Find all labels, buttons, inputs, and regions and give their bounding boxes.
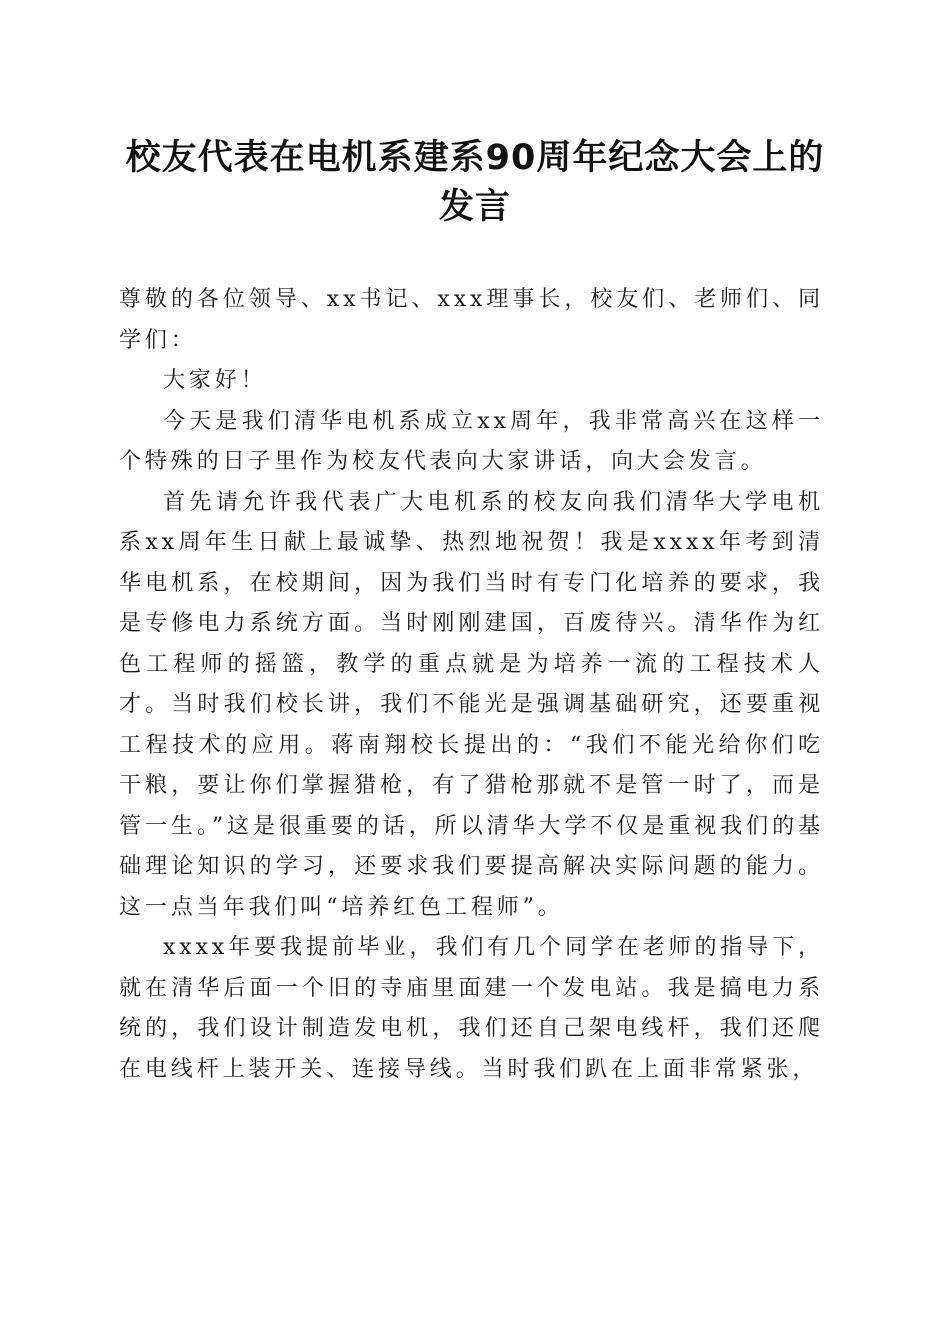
body-paragraph: 今天是我们清华电机系成立xx周年，我非常高兴在这样一个特殊的日子里作为校友代表向大家讲话，向大会发言。 xyxy=(119,408,824,474)
body-paragraph: xxxx年要我提前毕业，我们有几个同学在老师的指导下，就在清华后面一个旧的寺庙里面建一个发电站。我是搞电力系统的，我们设计制造发电机，我们还自己架电线杆，我们还爬在电线杆上装开关、连接导线。当时我们趴在上面非常紧张， xyxy=(119,935,824,1082)
document-title: 校友代表在电机系建系90周年纪念大会上的发言 xyxy=(125,138,825,227)
greeting-paragraph: 大家好！ xyxy=(163,368,267,393)
document-body xyxy=(119,280,824,1090)
body-paragraph: 首先请允许我代表广大电机系的校友向我们清华大学电机系xx周年生日献上最诚挚、热烈地祝贺！我是xxxx年考到清华电机系，在校期间，因为我们当时有专门化培养的要求，我是专修电力系统方面。当时刚刚建国，百废待兴。清华作为红色工程师的摇篮，教学的重点就是为培养一流的工程技术人才。当时我们校长讲，我们不能光是强调基础研究，还要重视工程技术的应用。蒋南翔校长提出的：“我们不能光给你们吃干粮，要让你们掌握猎枪，有了猎枪那就不是管一时了，而是管一生。”这是很重要的话，所以清华大学不仅是重视我们的基础理论知识的学习，还要求我们要提高解决实际问题的能力。这一点当年我们叫“培养红色工程师”。 xyxy=(119,489,824,920)
salutation-paragraph: 尊敬的各位领导、xx书记、xxx理事长，校友们、老师们、同学们： xyxy=(119,287,824,353)
